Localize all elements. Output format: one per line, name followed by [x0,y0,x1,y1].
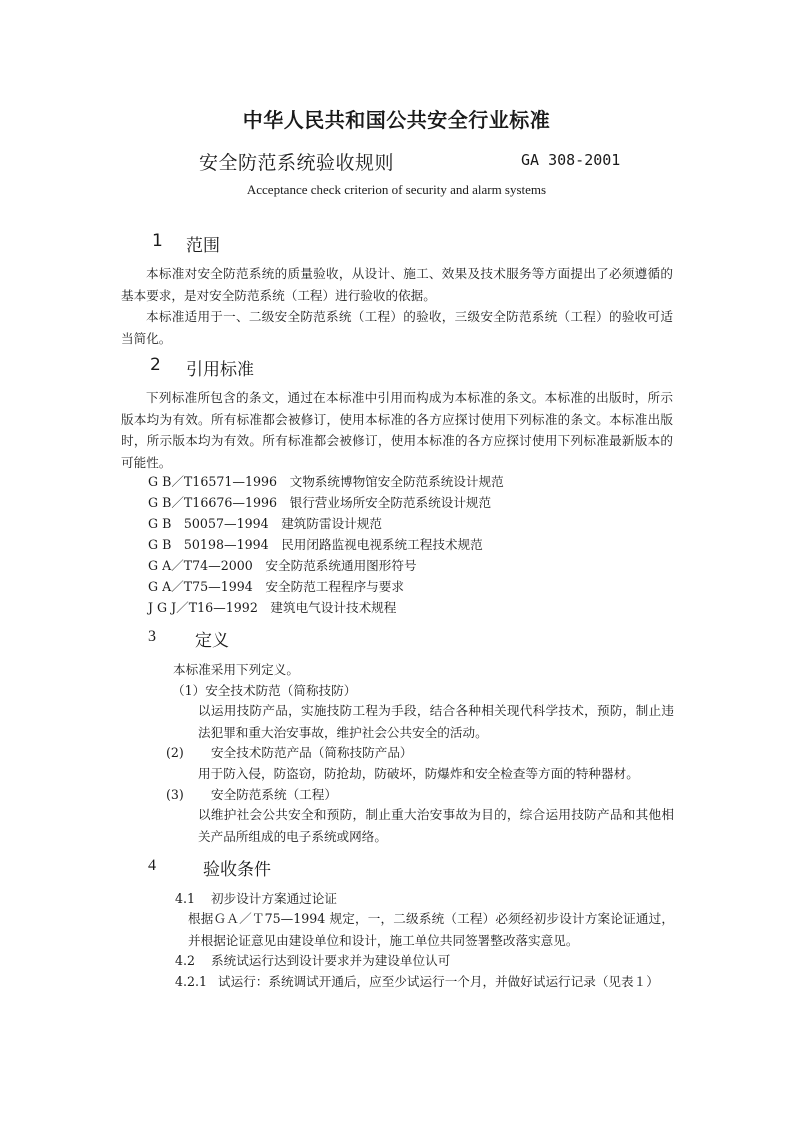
clause-4-2-1-text: 试运行：系统调试开通后，应至少试运行一个月，并做好试运行记录（见表１） [218,974,659,989]
clause-4-2-title: 系统试运行达到设计要求并为建设单位认可 [211,953,451,968]
standard-category-title: 中华人民共和国公共安全行业标准 [242,108,551,132]
clause-4-2-1-number: 4.2.1 [175,974,208,989]
section-2-paragraph-1: 下列标准所包含的条文，通过在本标准中引用而构成为本标准的条文。本标准的出版时，所示版本均为有效。所有标准都会被修订，使用本标准的各方应探讨使用下列标准的条文。本标准出版时，所示版本均为有效。所有标准都会被修订，使用本标准的各方应探讨使用下列标准最新版本的可能性。 [121,390,673,470]
definition-2-number: (2) [166,745,184,760]
section-1-number: 1 [152,231,163,251]
definition-2-text: 用于防入侵，防盗窃，防抢劫，防破坏，防爆炸和安全检查等方面的特种器材。 [198,766,639,781]
reference-item: G B 50198—1994 民用闭路监视电视系统工程技术规范 [148,537,483,552]
section-1-paragraph-1: 本标准对安全防范系统的质量验收，从设计、施工、效果及技术服务等方面提出了必须遵循的基本要求，是对安全防范系统（工程）进行验收的依据。 [121,266,673,303]
section-2-number: 2 [150,355,161,375]
reference-item: G B 50057—1994 建筑防雷设计规范 [148,516,382,531]
definition-2-term: 安全技术防范产品（简称技防产品） [211,745,413,760]
section-2-title: 引用标准 [186,360,254,380]
reference-item: G B／T16676—1996 银行营业场所安全防范系统设计规范 [148,495,492,510]
section-3-title: 定义 [195,631,229,651]
clause-4-1-text: 根据ＧＡ／Ｔ75—1994 规定，一，二级系统（工程）必须经初步设计方案论证通过，并根据论证意见由建设单位和设计，施工单位共同签署整改落实意见。 [188,911,674,948]
definition-3-text: 以维护社会公共安全和预防，制止重大治安事故为目的，综合运用技防产品和其他相关产品所组成的电子系统或网络。 [198,807,674,844]
definition-3-term: 安全防范系统（工程） [211,787,337,802]
reference-item: G A／T74—2000 安全防范系统通用图形符号 [148,558,417,573]
clause-4-1-number: 4.1 [175,891,196,906]
section-4-number: 4 [148,857,156,874]
definition-1-term: （1）安全技术防范（简称技防） [172,683,357,698]
clause-4-1-title: 初步设计方案通过论证 [211,891,337,906]
document-title: 安全防范系统验收规则 [199,152,395,174]
english-subtitle: Acceptance check criterion of security and alarm systems [246,182,547,197]
section-4-title: 验收条件 [203,860,271,880]
section-3-number: 3 [148,628,156,645]
definition-3-number: (3) [166,787,184,802]
clause-4-2-number: 4.2 [175,953,196,968]
reference-item: G A／T75—1994 安全防范工程程序与要求 [148,579,404,594]
section-1-title: 范围 [186,236,220,256]
standard-code: GA 308-2001 [521,151,621,169]
definition-1-text: 以运用技防产品，实施技防工程为手段，结合各种相关现代科学技术，预防，制止违法犯罪和重大治安事故，维护社会公共安全的活动。 [198,703,674,740]
reference-item: G B／T16571—1996 文物系统博物馆安全防范系统设计规范 [148,474,504,489]
section-1-paragraph-2: 本标准适用于一、二级安全防范系统（工程）的验收，三级安全防范系统（工程）的验收可适当简化。 [121,309,673,346]
definitions-intro: 本标准采用下列定义。 [173,662,299,677]
reference-item: J G J／T16—1992 建筑电气设计技术规程 [148,600,397,615]
